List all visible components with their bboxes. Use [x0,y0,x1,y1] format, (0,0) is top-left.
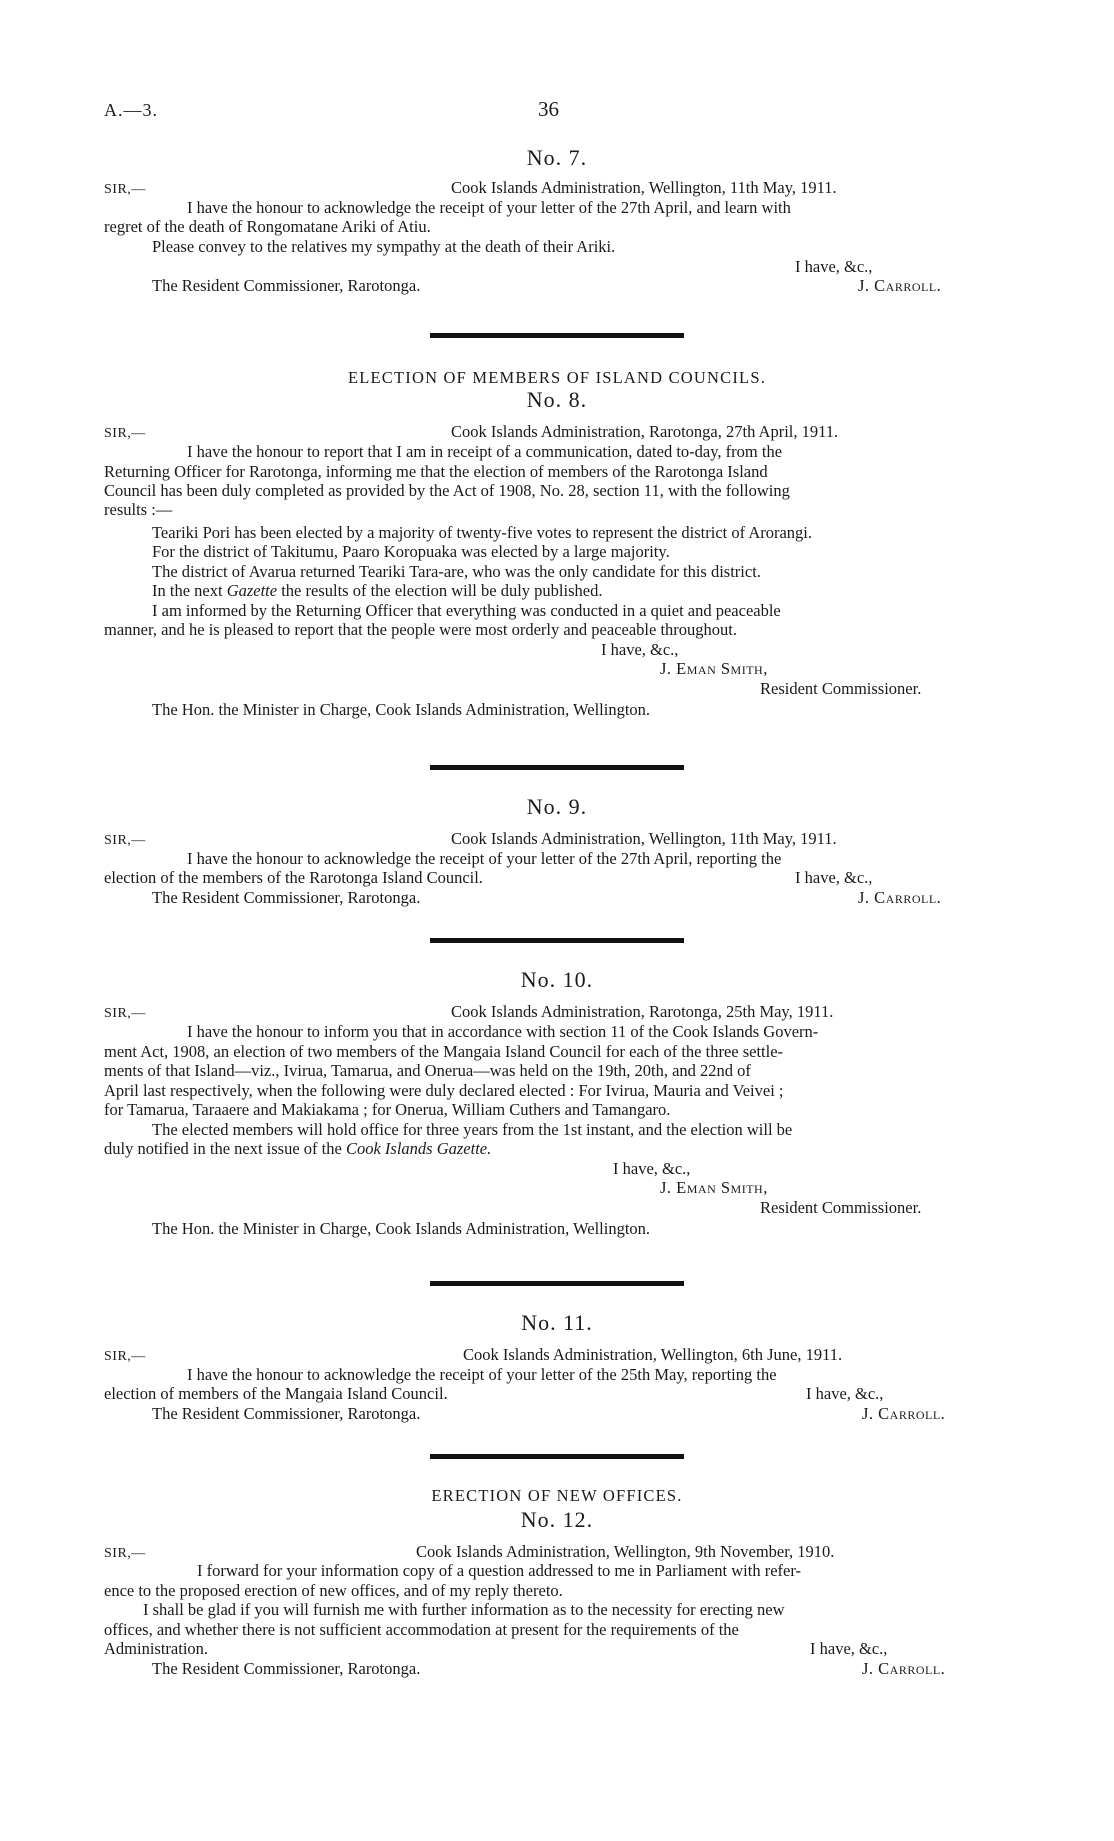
recipient: The Resident Commissioner, Rarotonga. [152,276,421,295]
salutation: SIR,— [104,1546,146,1561]
salutation: SIR,— [104,426,146,441]
paragraph-line: ence to the proposed erection of new offices, and of my reply thereto. [104,1581,563,1600]
document-reference: A.—3. [104,100,158,120]
result-line: In the next Gazette the results of the election will be duly published. [152,581,603,600]
recipient: The Hon. the Minister in Charge, Cook Islands Administration, Wellington. [152,1219,651,1238]
paragraph-line: I shall be glad if you will furnish me with further information as to the necessity for erecting new [143,1600,785,1619]
paragraph-line: manner, and he is pleased to report that the people were most orderly and peaceable throughout. [104,620,737,639]
paragraph-line: I forward for your information copy of a question addressed to me in Parliament with refer- [197,1561,802,1580]
signature: J. Eman Smith, [660,1178,768,1197]
closing: I have, &c., [806,1384,884,1403]
signature: J. Carroll. [858,276,942,295]
salutation: SIR,— [104,182,146,197]
signer-title: Resident Commissioner. [760,679,922,698]
paragraph-line: I am informed by the Returning Officer that everything was conducted in a quiet and peaceable [152,601,781,620]
salutation: SIR,— [104,1006,146,1021]
salutation: SIR,— [104,1349,146,1364]
closing: I have, &c., [795,868,873,887]
section-divider [430,938,684,943]
paragraph-line: Council has been duly completed as provided by the Act of 1908, No. 28, section 11, with the following [104,481,790,500]
paragraph-line: Returning Officer for Rarotonga, informing me that the election of members of the Rarotonga Island [104,462,768,481]
section-heading: ERECTION OF NEW OFFICES. [431,1486,683,1505]
paragraph-line: I have the honour to report that I am in receipt of a communication, dated to-day, from the [187,442,783,461]
paragraph-line: offices, and whether there is not sufficient accommodation at present for the requirements of the [104,1620,739,1639]
result-line: Teariki Pori has been elected by a majority of twenty-five votes to represent the district of Arorangi. [152,523,813,542]
paragraph-line: for Tamarua, Taraaere and Makiakama ; for Onerua, William Cuthers and Tamangaro. [104,1100,671,1119]
recipient: The Resident Commissioner, Rarotonga. [152,888,421,907]
recipient: The Hon. the Minister in Charge, Cook Islands Administration, Wellington. [152,700,651,719]
recipient: The Resident Commissioner, Rarotonga. [152,1404,421,1423]
section-divider [430,1281,684,1286]
closing: I have, &c., [613,1159,691,1178]
paragraph-line: results :— [104,500,173,519]
signature: J. Eman Smith, [660,659,768,678]
letter-number-8: No. 8. [526,387,588,412]
paragraph-line: Administration. [104,1639,209,1658]
paragraph-line: I have the honour to inform you that in accordance with section 11 of the Cook Islands Govern- [187,1022,819,1041]
result-line: The district of Avarua returned Teariki Tara-are, who was the only candidate for this district. [152,562,761,581]
section-divider [430,333,684,338]
page-number: 36 [538,97,559,121]
recipient: The Resident Commissioner, Rarotonga. [152,1659,421,1678]
letter-address: Cook Islands Administration, Wellington, 9th November, 1910. [416,1542,835,1561]
salutation: SIR,— [104,833,146,848]
paragraph-line: I have the honour to acknowledge the receipt of your letter of the 27th April, and learn with [187,198,791,217]
paragraph-line: regret of the death of Rongomatane Ariki of Atiu. [104,217,431,236]
paragraph-line: ment Act, 1908, an election of two members of the Mangaia Island Council for each of the three settle- [104,1042,784,1061]
signature: J. Carroll. [858,888,942,907]
paragraph-line: election of the members of the Rarotonga Island Council. [104,868,483,887]
section-divider [430,1454,684,1459]
closing: I have, &c., [601,640,679,659]
paragraph-line: April last respectively, when the following were duly declared elected : For Ivirua, Mauria and Veivei ; [104,1081,784,1100]
signer-title: Resident Commissioner. [760,1198,922,1217]
paragraph-line: I have the honour to acknowledge the receipt of your letter of the 27th April, reporting the [187,849,782,868]
letter-address: Cook Islands Administration, Wellington, 6th June, 1911. [463,1345,843,1364]
paragraph-line: The elected members will hold office for three years from the 1st instant, and the election will be [152,1120,793,1139]
letter-address: Cook Islands Administration, Wellington, 11th May, 1911. [451,829,837,848]
signature: J. Carroll. [862,1659,946,1678]
letter-address: Cook Islands Administration, Rarotonga, 25th May, 1911. [451,1002,834,1021]
letter-number-11: No. 11. [521,1310,593,1335]
letter-number-9: No. 9. [526,794,588,819]
paragraph-line: election of members of the Mangaia Island Council. [104,1384,448,1403]
letter-number-7: No. 7. [526,145,588,170]
closing: I have, &c., [795,257,873,276]
paragraph-line: duly notified in the next issue of the Cook Islands Gazette. [104,1139,492,1158]
section-heading: ELECTION OF MEMBERS OF ISLAND COUNCILS. [347,368,767,387]
closing: I have, &c., [810,1639,888,1658]
letter-address: Cook Islands Administration, Rarotonga, 27th April, 1911. [451,422,839,441]
letter-number-12: No. 12. [520,1507,594,1532]
signature: J. Carroll. [862,1404,946,1423]
paragraph-line: Please convey to the relatives my sympathy at the death of their Ariki. [152,237,616,256]
result-line: For the district of Takitumu, Paaro Koropuaka was elected by a large majority. [152,542,670,561]
letter-number-10: No. 10. [520,967,594,992]
paragraph-line: I have the honour to acknowledge the receipt of your letter of the 25th May, reporting the [187,1365,777,1384]
paragraph-line: ments of that Island—viz., Ivirua, Tamarua, and Onerua—was held on the 19th, 20th, and 22nd of [104,1061,751,1080]
section-divider [430,765,684,770]
letter-address: Cook Islands Administration, Wellington, 11th May, 1911. [451,178,837,197]
